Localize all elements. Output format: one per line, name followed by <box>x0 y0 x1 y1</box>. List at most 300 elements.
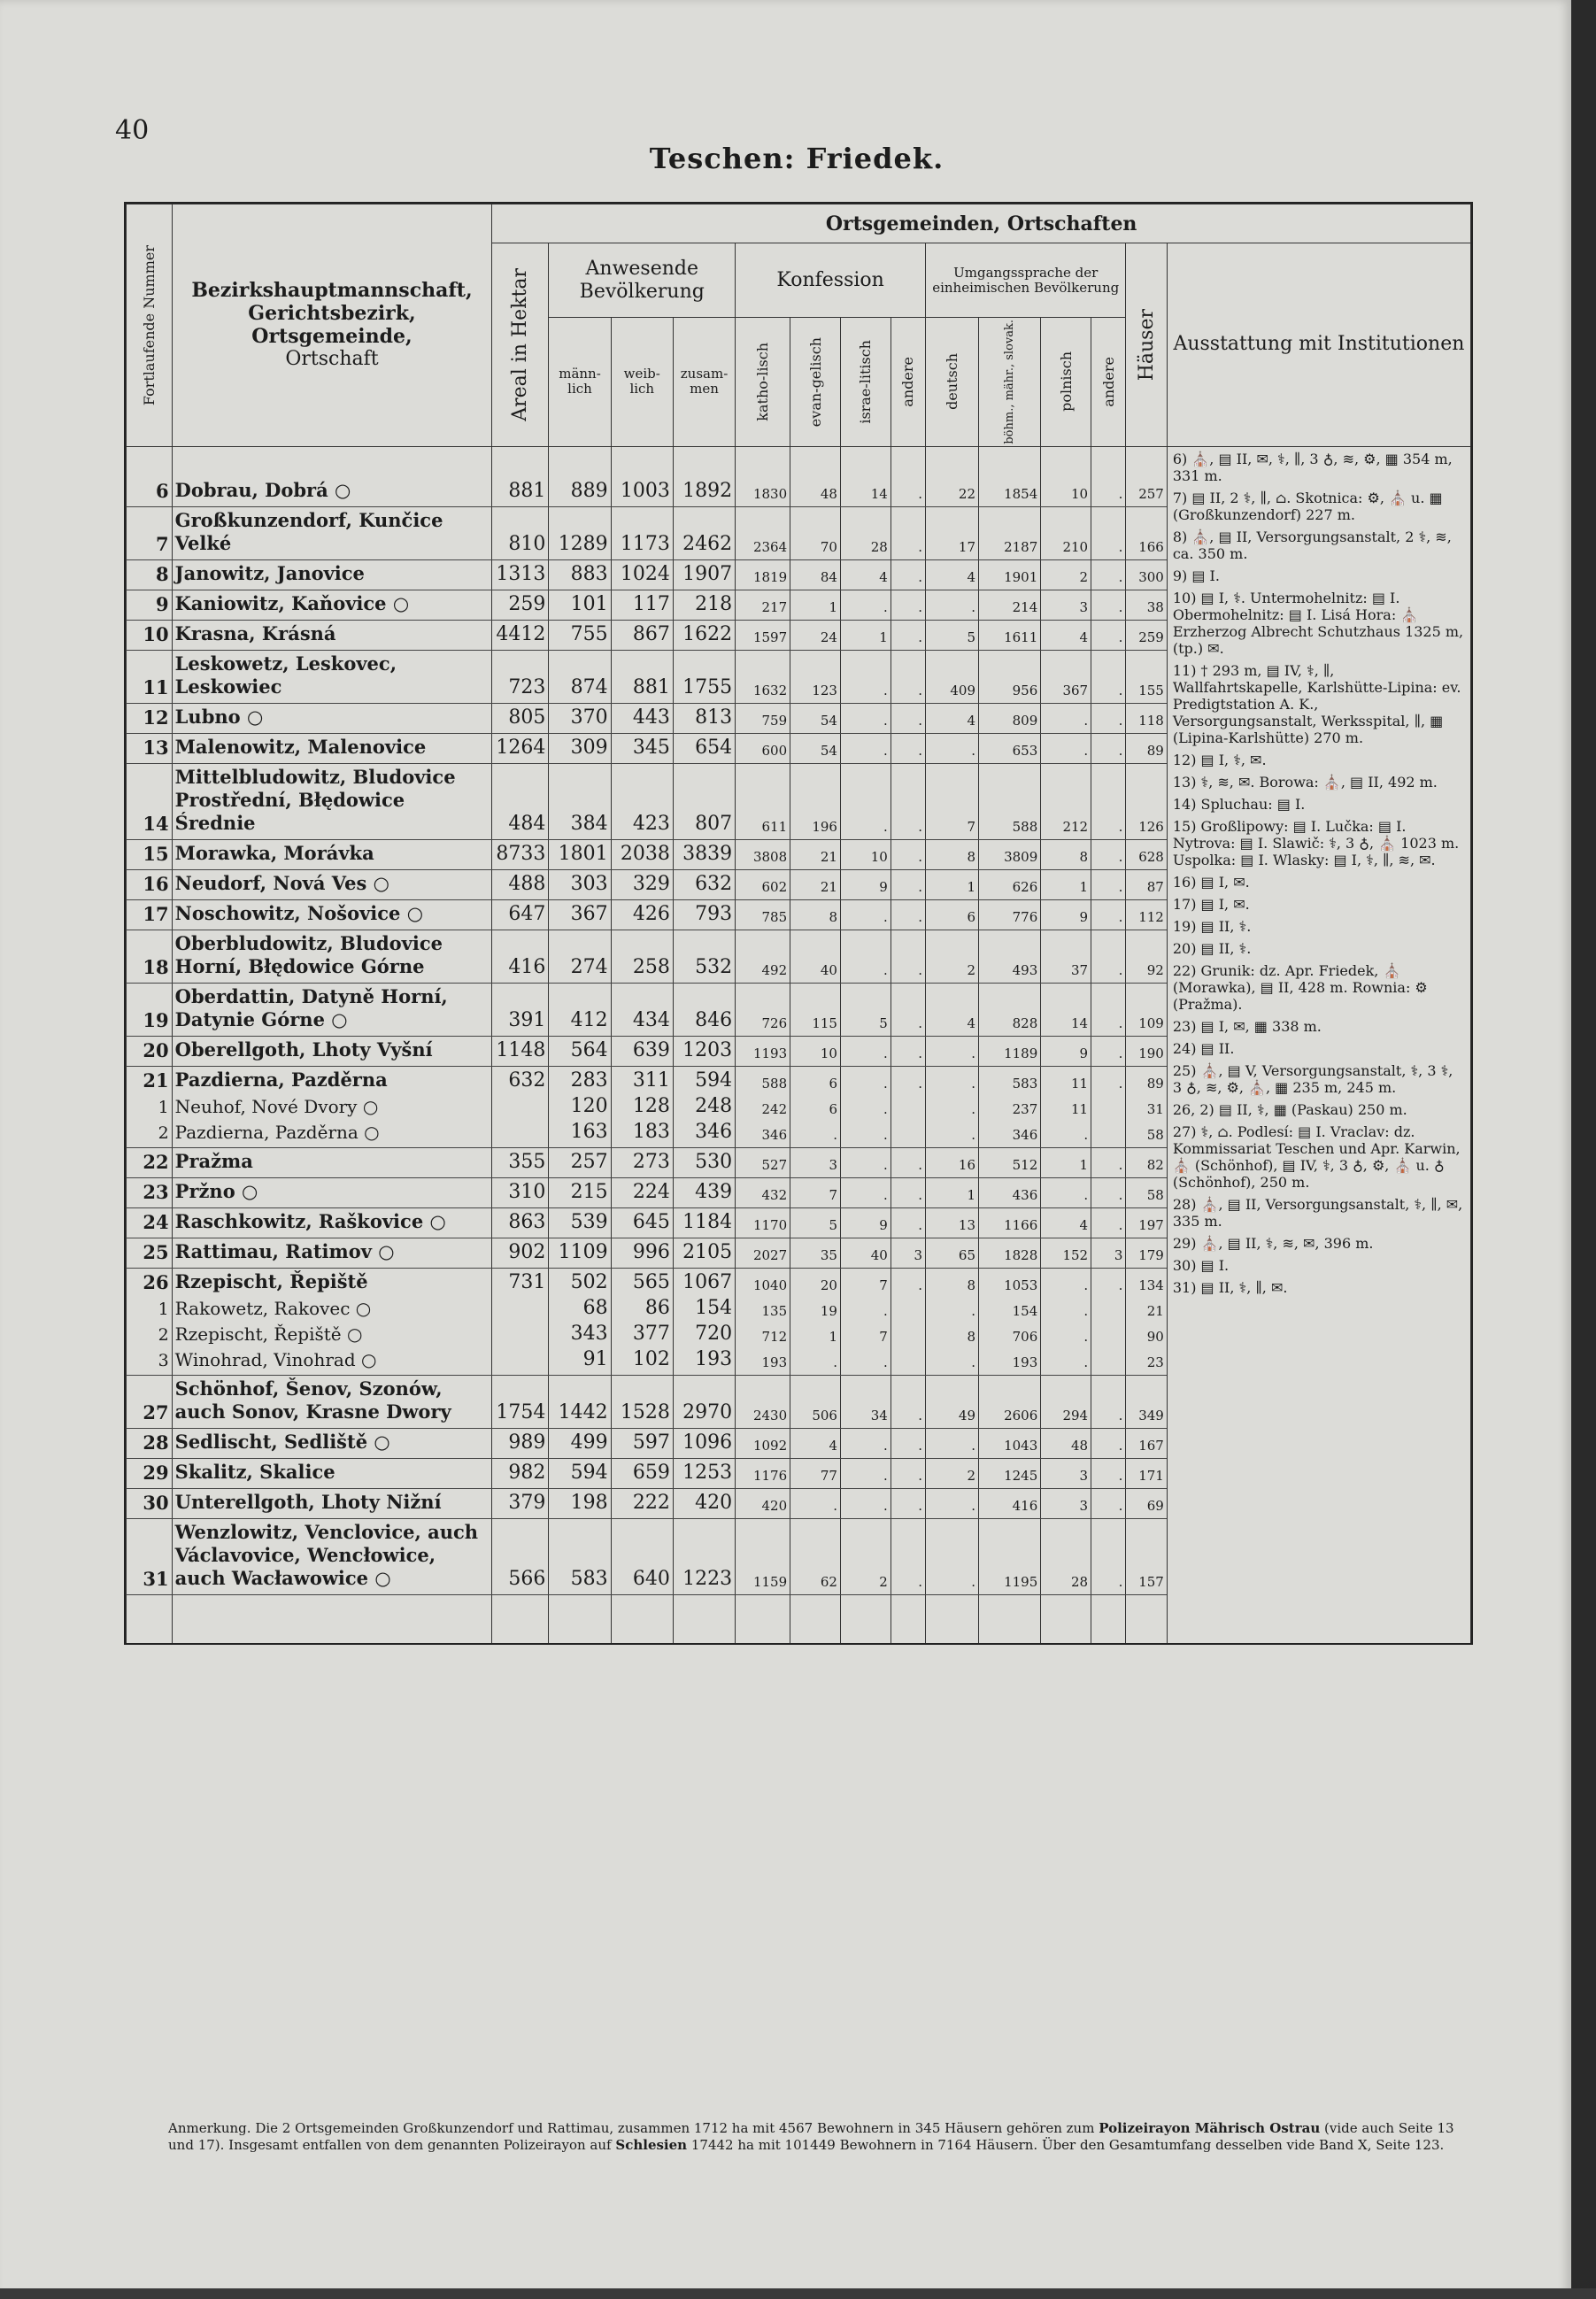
total-count: 346 <box>673 1119 735 1145</box>
bohemian-count: 1611 <box>979 620 1041 647</box>
areal-value: 4412 <box>492 620 549 647</box>
areal-value: 902 <box>492 1238 549 1265</box>
other-language-count: . <box>1091 1207 1126 1235</box>
header-bezirk: Bezirkshauptmannschaft, Gerichtsbezirk, Ortsgemeinde, Ortschaft <box>172 204 492 447</box>
israelite-count: 2 <box>840 1518 891 1592</box>
evangelical-count: . <box>790 1119 841 1145</box>
institution-entry: 29) ⛪, ▤ II, ⚕, ≋, ✉, 396 m. <box>1172 1234 1374 1252</box>
female-count: 1173 <box>611 506 673 557</box>
bohemian-count: 346 <box>979 1119 1041 1145</box>
female-count: 377 <box>611 1321 673 1346</box>
catholic-count: 193 <box>736 1346 790 1372</box>
polish-count: . <box>1041 1177 1091 1205</box>
total-count: 420 <box>673 1488 735 1516</box>
catholic-count: 1632 <box>736 650 790 700</box>
other-language-count: . <box>1091 1177 1126 1205</box>
municipality-name: Wenzlowitz, Venclovice, auch Václavovice, Wencłowice, auch Wacławowice ○ <box>172 1518 492 1592</box>
houses-count: 167 <box>1126 1428 1167 1455</box>
header-konfession: Konfession <box>736 243 926 318</box>
other-language-count: . <box>1091 559 1126 587</box>
other-confession-count: . <box>891 1488 925 1516</box>
german-count: 409 <box>926 650 979 700</box>
header-umgangssprache: Umgangssprache der einheimischen Bevölkerung <box>926 243 1126 318</box>
catholic-count: 1193 <box>736 1036 790 1063</box>
municipality-name: Krasna, Krásná <box>172 620 492 647</box>
israelite-count: . <box>840 1428 891 1455</box>
bohemian-count: 776 <box>979 899 1041 927</box>
female-count: 867 <box>611 620 673 647</box>
row-number: 10 <box>127 620 173 647</box>
evangelical-count: 5 <box>790 1207 841 1235</box>
polish-count: . <box>1041 1321 1091 1346</box>
other-confession-count: . <box>891 869 925 897</box>
header-andere: andere <box>891 318 925 447</box>
other-language-count: . <box>1091 1036 1126 1063</box>
header-ausstattung: Ausstattung mit Institutionen <box>1167 243 1470 447</box>
male-count: 564 <box>549 1036 611 1063</box>
evangelical-count: 48 <box>790 477 841 504</box>
male-count: 198 <box>549 1488 611 1516</box>
female-count: 426 <box>611 899 673 927</box>
female-count: 117 <box>611 590 673 617</box>
other-confession-count: . <box>891 477 925 504</box>
areal-value: 8733 <box>492 839 549 867</box>
israelite-count: . <box>840 1295 891 1321</box>
total-count: 439 <box>673 1177 735 1205</box>
areal-value: 989 <box>492 1428 549 1455</box>
houses-count: 58 <box>1126 1119 1167 1145</box>
polish-count: 11 <box>1041 1093 1091 1119</box>
total-count: 154 <box>673 1295 735 1321</box>
other-language-count: . <box>1091 477 1126 504</box>
other-language-count: . <box>1091 620 1126 647</box>
polish-count: 2 <box>1041 559 1091 587</box>
bohemian-count: 436 <box>979 1177 1041 1205</box>
total-count: 193 <box>673 1346 735 1372</box>
german-count: 65 <box>926 1238 979 1265</box>
institution-entry: 17) ▤ I, ✉. <box>1172 895 1250 913</box>
other-confession-count: . <box>891 839 925 867</box>
israelite-count: 10 <box>840 839 891 867</box>
evangelical-count: 54 <box>790 703 841 730</box>
other-confession-count: . <box>891 1207 925 1235</box>
evangelical-count: 20 <box>790 1268 841 1295</box>
bohemian-count: 653 <box>979 733 1041 760</box>
female-count: 102 <box>611 1346 673 1372</box>
polish-count: 48 <box>1041 1428 1091 1455</box>
male-count: 755 <box>549 620 611 647</box>
municipality-name: Leskowetz, Leskovec, Leskowiec <box>172 650 492 700</box>
header-maennlich: männ-lich <box>549 318 611 447</box>
areal-value: 982 <box>492 1458 549 1485</box>
german-count: . <box>926 1066 979 1093</box>
male-count: 1442 <box>549 1375 611 1425</box>
male-count: 412 <box>549 983 611 1033</box>
polish-count: 152 <box>1041 1238 1091 1265</box>
other-confession-count: . <box>891 983 925 1033</box>
header-nr: Fortlaufende Nummer <box>127 204 173 447</box>
houses-count: 179 <box>1126 1238 1167 1265</box>
institution-entry: 26, 2) ▤ II, ⚕, ▦ (Paskau) 250 m. <box>1172 1100 1407 1118</box>
areal-value: 416 <box>492 930 549 980</box>
evangelical-count: 62 <box>790 1518 841 1592</box>
male-count: 1109 <box>549 1238 611 1265</box>
institution-entry: 20) ▤ II, ⚕. <box>1172 939 1252 957</box>
areal-value: 632 <box>492 1066 549 1093</box>
header-bevoelkerung: Anwesende Bevölkerung <box>549 243 736 318</box>
other-language-count: . <box>1091 930 1126 980</box>
row-number: 8 <box>127 559 173 587</box>
total-count: 1622 <box>673 620 735 647</box>
bohemian-count: 626 <box>979 869 1041 897</box>
header-ortsgemeinden: Ortsgemeinden, Ortschaften <box>492 204 1471 243</box>
male-count: 502 <box>549 1268 611 1295</box>
german-count: 8 <box>926 1268 979 1295</box>
row-number: 11 <box>127 650 173 700</box>
bohemian-count: 1053 <box>979 1268 1041 1295</box>
row-number: 17 <box>127 899 173 927</box>
houses-count: 257 <box>1126 477 1167 504</box>
footnote-label: Anmerkung. <box>168 2120 251 2136</box>
evangelical-count: 35 <box>790 1238 841 1265</box>
german-count: 6 <box>926 899 979 927</box>
catholic-count: 785 <box>736 899 790 927</box>
female-count: 645 <box>611 1207 673 1235</box>
row-number: 12 <box>127 703 173 730</box>
german-count: . <box>926 1346 979 1372</box>
german-count: 49 <box>926 1375 979 1425</box>
houses-count: 21 <box>1126 1295 1167 1321</box>
evangelical-count: . <box>790 1488 841 1516</box>
israelite-count: . <box>840 899 891 927</box>
header-israelitisch: israe-litisch <box>840 318 891 447</box>
institution-entry: 19) ▤ II, ⚕. <box>1172 917 1252 935</box>
total-count: 1892 <box>673 477 735 504</box>
bohemian-count: 1189 <box>979 1036 1041 1063</box>
total-count: 1907 <box>673 559 735 587</box>
male-count: 120 <box>549 1093 611 1119</box>
israelite-count: . <box>840 1119 891 1145</box>
table-body <box>127 446 1471 1643</box>
bohemian-count: 193 <box>979 1346 1041 1372</box>
municipality-name: Unterellgoth, Lhoty Nižní <box>172 1488 492 1516</box>
institution-entry: 9) ▤ I. <box>1172 567 1220 584</box>
row-number: 19 <box>127 983 173 1033</box>
municipality-name: Rzepischt, Řepiště <box>172 1268 492 1295</box>
row-number: 15 <box>127 839 173 867</box>
houses-count: 166 <box>1126 506 1167 557</box>
municipality-name: Neudorf, Nová Ves ○ <box>172 869 492 897</box>
catholic-count: 2364 <box>736 506 790 557</box>
german-count: 16 <box>926 1147 979 1175</box>
total-count: 2105 <box>673 1238 735 1265</box>
areal-value: 488 <box>492 869 549 897</box>
total-count: 793 <box>673 899 735 927</box>
german-count: 1 <box>926 1177 979 1205</box>
german-count: 7 <box>926 763 979 837</box>
locality-name: Winohrad, Vinohrad ○ <box>172 1346 492 1372</box>
evangelical-count: . <box>790 1346 841 1372</box>
catholic-count: 527 <box>736 1147 790 1175</box>
catholic-count: 726 <box>736 983 790 1033</box>
evangelical-count: 4 <box>790 1428 841 1455</box>
female-count: 183 <box>611 1119 673 1145</box>
female-count: 434 <box>611 983 673 1033</box>
other-confession-count: . <box>891 620 925 647</box>
total-count: 1096 <box>673 1428 735 1455</box>
municipality-name: Kaniowitz, Kaňovice ○ <box>172 590 492 617</box>
israelite-count: . <box>840 1147 891 1175</box>
male-count: 91 <box>549 1346 611 1372</box>
female-count: 1003 <box>611 477 673 504</box>
female-count: 1024 <box>611 559 673 587</box>
german-count: 4 <box>926 983 979 1033</box>
german-count: . <box>926 590 979 617</box>
german-count: 13 <box>926 1207 979 1235</box>
houses-count: 126 <box>1126 763 1167 837</box>
areal-value: 1313 <box>492 559 549 587</box>
israelite-count: 40 <box>840 1238 891 1265</box>
polish-count: . <box>1041 733 1091 760</box>
bohemian-count: 214 <box>979 590 1041 617</box>
row-number: 24 <box>127 1207 173 1235</box>
male-count: 309 <box>549 733 611 760</box>
catholic-count: 600 <box>736 733 790 760</box>
houses-count: 155 <box>1126 650 1167 700</box>
total-count: 654 <box>673 733 735 760</box>
evangelical-count: 70 <box>790 506 841 557</box>
bohemian-count: 1828 <box>979 1238 1041 1265</box>
row-number: 26 <box>127 1268 173 1295</box>
male-count: 583 <box>549 1518 611 1592</box>
bohemian-count: 416 <box>979 1488 1041 1516</box>
municipality-name: Pražma <box>172 1147 492 1175</box>
male-count: 343 <box>549 1321 611 1346</box>
evangelical-count: 3 <box>790 1147 841 1175</box>
row-number: 21 <box>127 1066 173 1093</box>
row-number: 28 <box>127 1428 173 1455</box>
subrow-number: 2 <box>127 1119 173 1145</box>
areal-value: 391 <box>492 983 549 1033</box>
male-count: 370 <box>549 703 611 730</box>
houses-count: 134 <box>1126 1268 1167 1295</box>
female-count: 224 <box>611 1177 673 1205</box>
female-count: 996 <box>611 1238 673 1265</box>
institutions-column <box>1167 446 1470 1643</box>
other-confession-count: . <box>891 930 925 980</box>
bohemian-count: 809 <box>979 703 1041 730</box>
catholic-count: 346 <box>736 1119 790 1145</box>
evangelical-count: 24 <box>790 620 841 647</box>
houses-count: 87 <box>1126 869 1167 897</box>
houses-count: 69 <box>1126 1488 1167 1516</box>
bohemian-count: 706 <box>979 1321 1041 1346</box>
locality-name: Neuhof, Nové Dvory ○ <box>172 1093 492 1119</box>
other-confession-count: . <box>891 590 925 617</box>
total-count: 1184 <box>673 1207 735 1235</box>
total-count: 2462 <box>673 506 735 557</box>
houses-count: 259 <box>1126 620 1167 647</box>
areal-value: 723 <box>492 650 549 700</box>
areal-value: 1148 <box>492 1036 549 1063</box>
municipality-name: Dobrau, Dobrá ○ <box>172 477 492 504</box>
catholic-count: 420 <box>736 1488 790 1516</box>
polish-count: 1 <box>1041 1147 1091 1175</box>
male-count: 539 <box>549 1207 611 1235</box>
municipality-name: Oberellgoth, Lhoty Vyšní <box>172 1036 492 1063</box>
polish-count: 28 <box>1041 1518 1091 1592</box>
row-number: 29 <box>127 1458 173 1485</box>
other-language-count: . <box>1091 1147 1126 1175</box>
bohemian-count: 828 <box>979 983 1041 1033</box>
israelite-count: . <box>840 1488 891 1516</box>
male-count: 163 <box>549 1119 611 1145</box>
houses-count: 92 <box>1126 930 1167 980</box>
areal-value: 647 <box>492 899 549 927</box>
other-confession-count: . <box>891 1177 925 1205</box>
catholic-count: 217 <box>736 590 790 617</box>
polish-count: . <box>1041 1268 1091 1295</box>
other-confession-count: . <box>891 899 925 927</box>
houses-count: 300 <box>1126 559 1167 587</box>
total-count: 1203 <box>673 1036 735 1063</box>
row-number: 14 <box>127 763 173 837</box>
evangelical-count: 196 <box>790 763 841 837</box>
polish-count: . <box>1041 1346 1091 1372</box>
catholic-count: 602 <box>736 869 790 897</box>
other-language-count: . <box>1091 899 1126 927</box>
header-boehm: böhm., mähr., slovak. <box>979 318 1041 447</box>
other-language-count: . <box>1091 839 1126 867</box>
evangelical-count: 1 <box>790 590 841 617</box>
houses-count: 23 <box>1126 1346 1167 1372</box>
municipality-name: Pazdierna, Pazděrna <box>172 1066 492 1093</box>
subrow-number: 1 <box>127 1295 173 1321</box>
female-count: 258 <box>611 930 673 980</box>
polish-count: 4 <box>1041 620 1091 647</box>
polish-count: . <box>1041 1295 1091 1321</box>
male-count: 889 <box>549 477 611 504</box>
total-count: 1223 <box>673 1518 735 1592</box>
polish-count: 3 <box>1041 1488 1091 1516</box>
polish-count: . <box>1041 703 1091 730</box>
municipality-name: Raschkowitz, Raškovice ○ <box>172 1207 492 1235</box>
german-count: 5 <box>926 620 979 647</box>
polish-count: 14 <box>1041 983 1091 1033</box>
male-count: 283 <box>549 1066 611 1093</box>
bohemian-count: 154 <box>979 1295 1041 1321</box>
other-language-count: . <box>1091 590 1126 617</box>
male-count: 1289 <box>549 506 611 557</box>
municipality-name: Pržno ○ <box>172 1177 492 1205</box>
total-count: 1755 <box>673 650 735 700</box>
other-language-count: . <box>1091 650 1126 700</box>
israelite-count: . <box>840 1458 891 1485</box>
catholic-count: 1040 <box>736 1268 790 1295</box>
israelite-count: . <box>840 733 891 760</box>
male-count: 274 <box>549 930 611 980</box>
bohemian-count: 588 <box>979 763 1041 837</box>
israelite-count: . <box>840 590 891 617</box>
german-count: 2 <box>926 1458 979 1485</box>
header-katholisch: katho-lisch <box>736 318 790 447</box>
row-number: 31 <box>127 1518 173 1592</box>
israelite-count: . <box>840 1036 891 1063</box>
houses-count: 157 <box>1126 1518 1167 1592</box>
male-count: 1801 <box>549 839 611 867</box>
other-language-count: 3 <box>1091 1238 1126 1265</box>
houses-count: 171 <box>1126 1458 1167 1485</box>
other-confession-count: . <box>891 1268 925 1295</box>
catholic-count: 3808 <box>736 839 790 867</box>
israelite-count: 28 <box>840 506 891 557</box>
institution-entry: 24) ▤ II. <box>1172 1039 1235 1057</box>
statistics-table <box>124 202 1473 1645</box>
israelite-count: 34 <box>840 1375 891 1425</box>
bohemian-count: 1166 <box>979 1207 1041 1235</box>
institution-entry: 14) Spluchau: ▤ I. <box>1172 795 1306 813</box>
institution-entry: 22) Grunik: dz. Apr. Friedek, ⛪ (Morawka), ▤ II, 428 m. Rownia: ⚙ (Pražma). <box>1172 961 1428 1013</box>
total-count: 248 <box>673 1093 735 1119</box>
total-count: 1067 <box>673 1268 735 1295</box>
other-confession-count: . <box>891 650 925 700</box>
houses-count: 38 <box>1126 590 1167 617</box>
male-count: 499 <box>549 1428 611 1455</box>
municipality-name: Rattimau, Ratimov ○ <box>172 1238 492 1265</box>
other-confession-count: . <box>891 1147 925 1175</box>
bohemian-count: 1901 <box>979 559 1041 587</box>
female-count: 273 <box>611 1147 673 1175</box>
areal-value: 310 <box>492 1177 549 1205</box>
other-language-count: . <box>1091 983 1126 1033</box>
israelite-count: 7 <box>840 1268 891 1295</box>
israelite-count: . <box>840 703 891 730</box>
areal-value: 863 <box>492 1207 549 1235</box>
male-count: 883 <box>549 559 611 587</box>
evangelical-count: 10 <box>790 1036 841 1063</box>
polish-count: 11 <box>1041 1066 1091 1093</box>
female-count: 222 <box>611 1488 673 1516</box>
bottom-strip <box>0 2288 1596 2299</box>
german-count: 4 <box>926 559 979 587</box>
institution-entry: 16) ▤ I, ✉. <box>1172 873 1250 891</box>
polish-count: 3 <box>1041 590 1091 617</box>
header-weiblich: weib-lich <box>611 318 673 447</box>
municipality-name: Noschowitz, Nošovice ○ <box>172 899 492 927</box>
israelite-count: . <box>840 1066 891 1093</box>
institution-entry: 25) ⛪, ▤ V, Versorgungsanstalt, ⚕, 3 ⚕, 3 ♁, ≋, ⚙, ⛪, ▦ 235 m, 245 m. <box>1172 1061 1453 1096</box>
houses-count: 89 <box>1126 733 1167 760</box>
areal-value: 805 <box>492 703 549 730</box>
houses-count: 58 <box>1126 1177 1167 1205</box>
catholic-count: 1830 <box>736 477 790 504</box>
municipality-name: Schönhof, Šenov, Szonów, auch Sonov, Krasne Dwory <box>172 1375 492 1425</box>
areal-value: 259 <box>492 590 549 617</box>
institution-entry: 15) Großlipowy: ▤ I. Lučka: ▤ I. Nytrova: ▤ I. Slawič: ⚕, 3 ♁, ⛪ 1023 m. Uspolka: ▤ I. Wlasky: ▤ I, ⚕, ∥, ≋, ✉. <box>1172 817 1460 868</box>
other-confession-count: . <box>891 703 925 730</box>
total-count: 530 <box>673 1147 735 1175</box>
total-count: 532 <box>673 930 735 980</box>
german-count: . <box>926 1428 979 1455</box>
other-confession-count: . <box>891 1375 925 1425</box>
houses-count: 112 <box>1126 899 1167 927</box>
header-andere2: andere <box>1091 318 1126 447</box>
catholic-count: 2027 <box>736 1238 790 1265</box>
german-count: . <box>926 1518 979 1592</box>
other-confession-count: . <box>891 506 925 557</box>
total-count: 807 <box>673 763 735 837</box>
israelite-count: 9 <box>840 869 891 897</box>
